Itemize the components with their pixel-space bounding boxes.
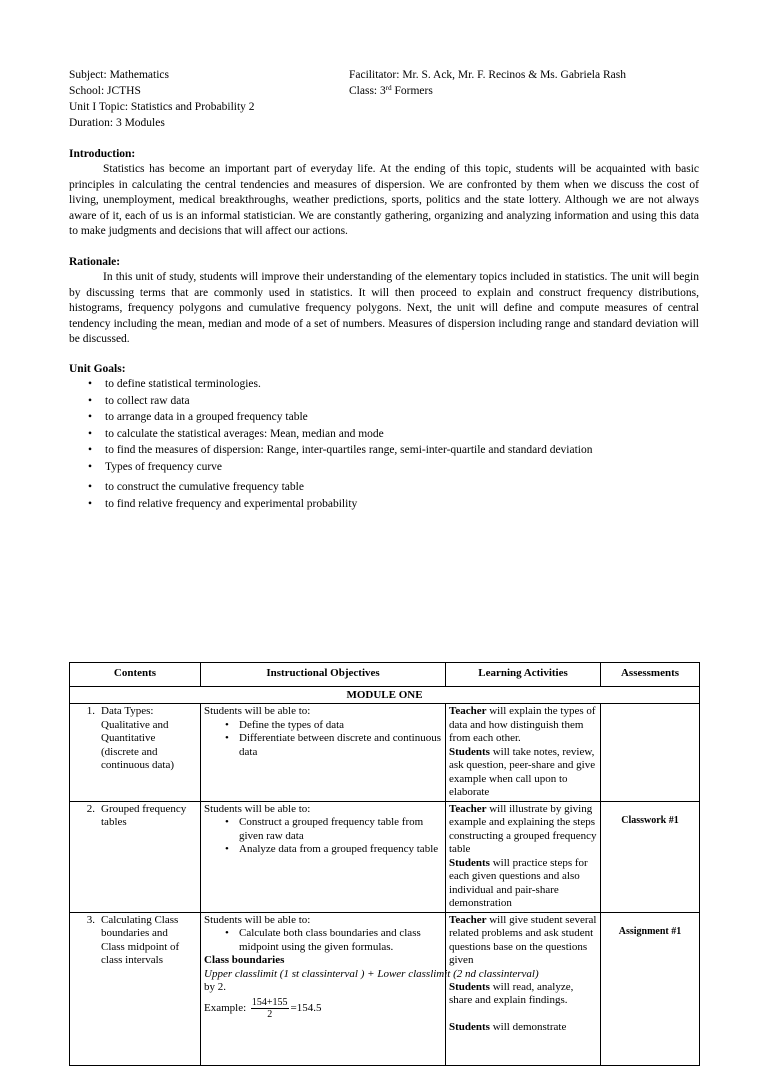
- formula-tail: by 2.: [204, 981, 226, 993]
- header-left: [69, 68, 255, 132]
- table-row: [70, 912, 700, 1065]
- class-boundary-formula: Upper classlimit (1 st classinterval ) + Lower classlimit (2 nd classinterval): [204, 967, 539, 980]
- goal-item: • Types of frequency curve: [105, 460, 699, 477]
- objective-item: • Analyze data from a grouped frequency table: [239, 843, 442, 857]
- assessment-cell: [601, 704, 700, 802]
- module-plan-table: [69, 662, 700, 1066]
- objectives-cell: Students will be able to: • Calculate both class boundaries and class midpoint using the given formulas. Class boundaries Upper classlimit (1 st classinterval ) + Lower classlimit (2 nd classinterval) by 2. Example: $\frac{154+155}{2}$ =154.5: [201, 912, 446, 1065]
- column-header: Instructional Objectives: [201, 663, 446, 687]
- activities-cell: Teacher will give student several related problems and ask student questions base on the questions given Students will read, analyze, share and explain findings. Students will demonstrate: [446, 912, 601, 1065]
- objectives-cell: Students will be able to: • Define the types of data • Differentiate between discrete and continuous data: [201, 704, 446, 802]
- objective-item: • Differentiate between discrete and continuous data: [239, 732, 442, 759]
- introduction-text: Statistics has become an important part of everyday life. At the ending of this topic, students will be acquainted with basic principles in calculating the central tendencies and measures of dispersion. We are confronted by them when we discuss the cost of living, unemployment, medical breakthroughs, weather predictions, sports, politics and the state lottery. Although we are not always aware of it, each of us is an informal statistician. We are constantly gathering, organizing and analyzing information and using this data to make judgments and decisions that will affect our actions.: [69, 163, 699, 237]
- introduction-section: [69, 146, 699, 240]
- class-line: Class: 3rd Formers: [349, 84, 433, 97]
- activities-cell: Teacher will illustrate by giving example and explaining the steps constructing a grouped frequency table Students will practice steps for each given questions and also individual and pair-share demonstration: [446, 801, 601, 912]
- content-cell: 2. Grouped frequency tables: [70, 801, 201, 912]
- example-line: Example: $\frac{154+155}{2}$ =154.5: [204, 996, 322, 1020]
- content-cell: 3. Calculating Class boundaries and Class midpoint of class intervals: [70, 912, 201, 1065]
- goal-item: • to find the measures of dispersion: Range, inter-quartiles range, semi-inter-quartile and standard deviation: [105, 443, 699, 460]
- objective-item: • Calculate both class boundaries and class midpoint using the given formulas.: [239, 927, 442, 954]
- table-header-row: [70, 663, 700, 687]
- subject-line: Subject: Mathematics: [69, 69, 169, 81]
- assessment-cell: Classwork #1: [601, 801, 700, 912]
- column-header: Assessments: [601, 663, 700, 687]
- rationale-section: [69, 254, 699, 348]
- unit-goals-list: [69, 377, 699, 513]
- goal-item: • to calculate the statistical averages: Mean, median and mode: [105, 427, 699, 444]
- unit-goals-heading: Unit Goals:: [69, 363, 126, 375]
- objective-item: • Define the types of data: [239, 719, 442, 733]
- goal-item: • to find relative frequency and experimental probability: [105, 497, 699, 514]
- duration-line: Duration: 3 Modules: [69, 117, 165, 129]
- rationale-text: In this unit of study, students will improve their understanding of the elementary topics included in statistics. The unit will begin by discussing terms that are commonly used in statistics. It will then proceed to explain and construct frequency distributions, histograms, frequency polygons and cumulative frequency polygons. Next, the unit will define and compute measures of central tendency including the mean, median and mode of a set of numbers. Measures of dispersion including range and standard deviation will be discussed.: [69, 271, 699, 345]
- unit-goals-section: [69, 361, 699, 513]
- goal-item: • to collect raw data: [105, 394, 699, 411]
- content-cell: 1. Data Types: Qualitative and Quantitative (discrete and continuous data): [70, 704, 201, 802]
- facilitator-line: Facilitator: Mr. S. Ack, Mr. F. Recinos & Ms. Gabriela Rash: [349, 69, 626, 81]
- introduction-heading: Introduction:: [69, 148, 136, 160]
- example-fraction: $\frac{154+155}{2}$: [251, 996, 288, 1020]
- school-line: School: JCTHS: [69, 85, 141, 97]
- module-label: MODULE ONE: [70, 687, 700, 704]
- class-boundaries-label: Class boundaries: [204, 954, 285, 966]
- unit-topic-line: Unit I Topic: Statistics and Probability 2: [69, 101, 255, 113]
- column-header: Learning Activities: [446, 663, 601, 687]
- rationale-heading: Rationale:: [69, 256, 121, 268]
- assessment-cell: Assignment #1: [601, 912, 700, 1065]
- goal-item: • to construct the cumulative frequency table: [105, 480, 699, 497]
- module-row: [70, 687, 700, 704]
- header-right: [349, 68, 626, 100]
- goal-item: • to arrange data in a grouped frequency table: [105, 410, 699, 427]
- goal-item: • to define statistical terminologies.: [105, 377, 699, 394]
- objectives-cell: Students will be able to: • Construct a grouped frequency table from given raw data • Analyze data from a grouped frequency table: [201, 801, 446, 912]
- column-header: Contents: [70, 663, 201, 687]
- table-row: [70, 801, 700, 912]
- activities-cell: Teacher will explain the types of data and how distinguish them from each other. Students will take notes, review, ask question, peer-share and give example when call upon to elaborate: [446, 704, 601, 802]
- objective-item: • Construct a grouped frequency table from given raw data: [239, 816, 442, 843]
- table-row: [70, 704, 700, 802]
